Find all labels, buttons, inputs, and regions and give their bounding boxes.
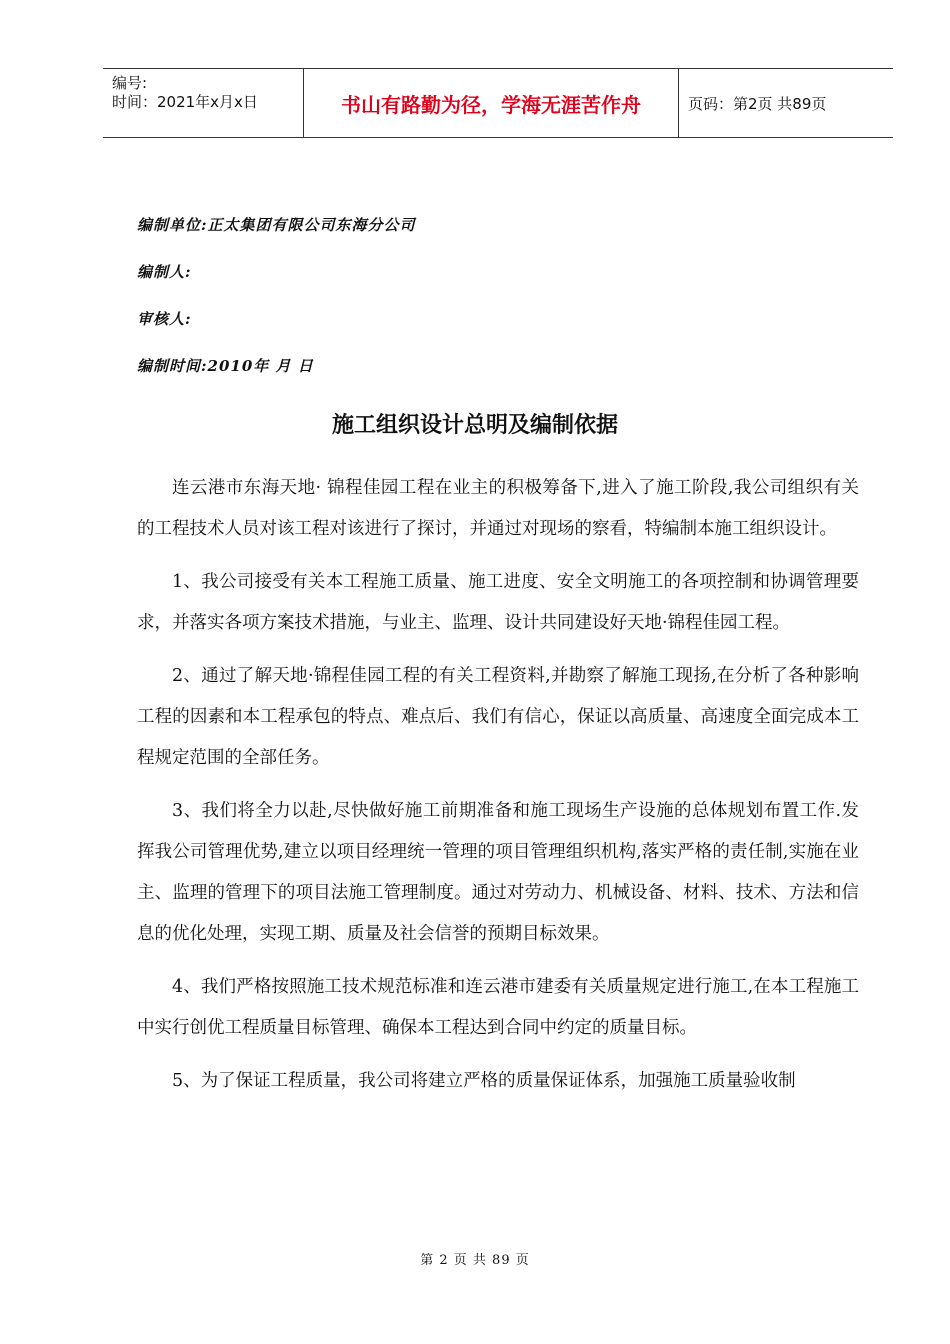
document-header <box>103 68 893 138</box>
header-page-cell <box>679 69 893 137</box>
paragraph: 3、我们将全力以赴,尽快做好施工前期准备和施工现场生产设施的总体规划布置工作.发挥我公司管理优势,建立以项目经理统一管理的项目管理组织机构,落实严格的责任制,实施在业主、监理的管理下的项目法施工管理制度。通过对劳动力、机械设备、材料、技术、方法和信息的优化处理，实现工期、质量及社会信誉的预期目标效果。 <box>137 801 859 944</box>
page-code: 页码：第2页 共89页 <box>688 94 827 113</box>
paragraph: 5、为了保证工程质量，我公司将建立严格的质量保证体系，加强施工质量验收制 <box>172 1071 796 1091</box>
header-info-cell <box>103 69 304 137</box>
number-label: 编号: <box>112 74 148 92</box>
paragraph: 4、我们严格按照施工技术规范标准和连云港市建委有关质量规定进行施工,在本工程施工中实行创优工程质量目标管理、确保本工程达到合同中约定的质量目标。 <box>137 977 859 1038</box>
reviewer: 审核人: <box>137 310 192 328</box>
paragraph: 1、我公司接受有关本工程施工质量、施工进度、安全文明施工的各项控制和协调管理要求，并落实各项方案技术措施，与业主、监理、设计共同建设好天地·锦程佳园工程。 <box>137 572 859 633</box>
page-footer: 第 2 页 共 89 页 <box>420 1253 530 1268</box>
compiler: 编制人: <box>137 263 192 281</box>
body-text <box>137 468 859 1114</box>
header-motto-cell <box>304 69 679 137</box>
compile-date: 编制时间:2010年 月 日 <box>137 357 314 375</box>
compile-unit: 编制单位:正太集团有限公司东海分公司 <box>137 216 416 234</box>
page-title: 施工组织设计总明及编制依据 <box>331 413 618 438</box>
paragraph: 连云港市东海天地· 锦程佳园工程在业主的积极筹备下,进入了施工阶段,我公司组织有关的工程技术人员对该工程对该进行了探讨，并通过对现场的察看，特编制本施工组织设计。 <box>137 478 859 539</box>
paragraph: 2、通过了解天地·锦程佳园工程的有关工程资料,并勘察了解施工现扬,在分析了各种影响工程的因素和本工程承包的特点、难点后、我们有信心，保证以高质量、高速度全面完成本工程规定范围的全部任务。 <box>137 666 859 768</box>
motto-text: 书山有路勤为径，学海无涯苦作舟 <box>341 92 641 117</box>
time-label: 时间：2021年x月x日 <box>112 93 258 111</box>
